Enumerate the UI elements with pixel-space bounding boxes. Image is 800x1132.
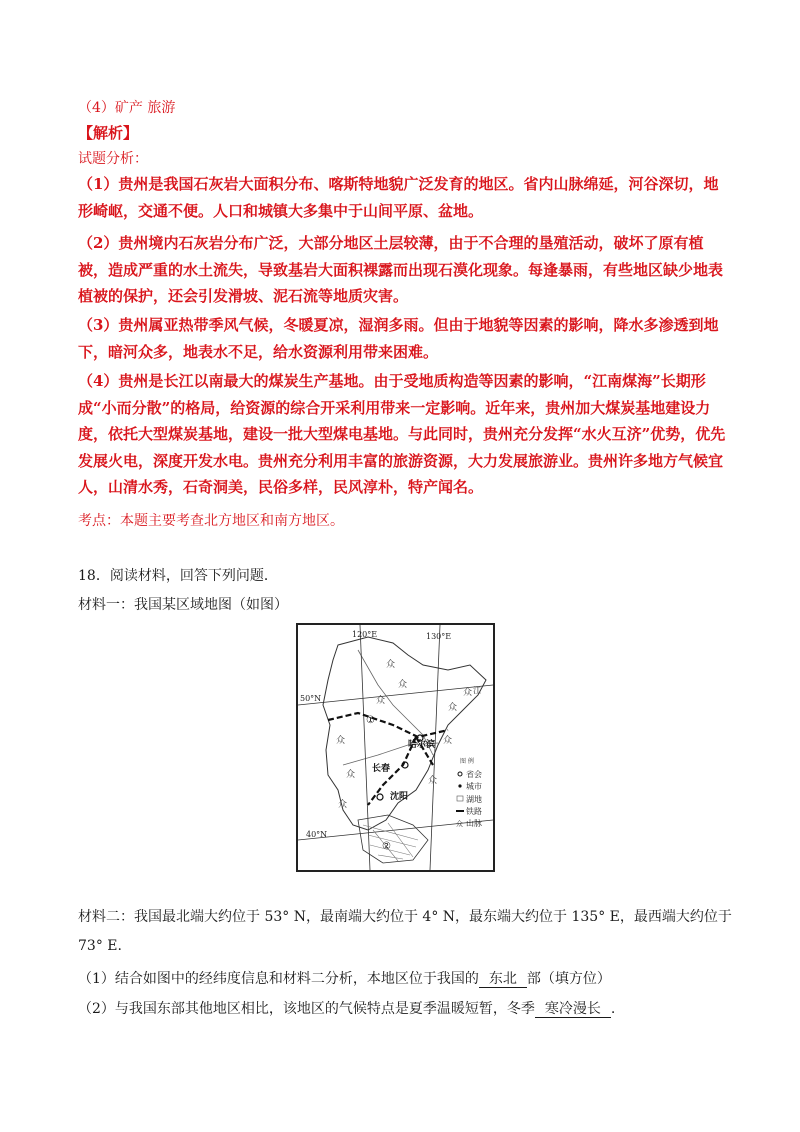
mountain-symbol: 众 xyxy=(443,736,453,746)
subquestion-2-suffix: . xyxy=(610,1001,616,1017)
legend-mountain-icon: 众 xyxy=(456,820,463,828)
legend-title: 图 例 xyxy=(460,758,474,765)
mountain-symbol: 众 xyxy=(398,680,408,690)
latitude-line-40 xyxy=(298,820,493,840)
longitude-label-130: 130°E xyxy=(426,632,452,641)
analysis-paragraph-1: （1）贵州是我国石灰岩大面积分布、喀斯特地貌广泛发育的地区。省内山脉绵延，河谷深切，地形崎岖，交通不便。人口和城镇大多集中于山间平原、盆地。 xyxy=(78,175,719,220)
legend-railway: 铁路 xyxy=(466,807,482,816)
mountain-symbol: 众 xyxy=(428,776,438,786)
latitude-label-40: 40°N xyxy=(306,830,328,839)
railway-line xyxy=(328,713,448,805)
subquestion-1 xyxy=(78,968,611,988)
analysis-subheading: 试题分析： xyxy=(78,151,148,167)
mountain-symbol: 众 xyxy=(338,800,348,810)
mountain-symbol: 众 xyxy=(448,703,458,713)
area-marker-2: ② xyxy=(382,841,391,852)
legend-city-icon xyxy=(458,784,461,787)
analysis-paragraph-3: （3）贵州属亚热带季风气候，冬暖夏凉，湿润多雨。但由于地貌等因素的影响，降水多渗透到地下，暗河众多，地表水不足，给水资源利用带来困难。 xyxy=(78,316,719,361)
question-stem: 18．阅读材料，回答下列问题． xyxy=(78,568,278,584)
legend-capital: 省会 xyxy=(466,770,482,779)
mountain-symbol: 众 xyxy=(386,660,396,670)
mountain-symbol: 众 xyxy=(336,736,346,746)
legend-mountain: 山脉 xyxy=(466,819,482,828)
material-1-label: 材料一：我国某区域地图（如图） xyxy=(78,597,288,613)
area-marker-1: ① xyxy=(366,715,375,726)
legend-capital-icon xyxy=(458,772,462,776)
subquestion-2-prefix: （2）与我国东部其他地区相比，该地区的气候特点是夏季温暖短暂，冬季 xyxy=(78,1001,535,1017)
analysis-paragraph-2: （2）贵州境内石灰岩分布广泛，大部分地区土层较薄，由于不合理的垦殖活动，破坏了原有植被，造成严重的水土流失，导致基岩大面积裸露而出现石漠化现象。每逢暴雨，有些地区缺少地表植被的保护，还会引发滑坡、泥石流等地质灾害。 xyxy=(78,234,724,305)
city-label-shenyang: 沈阳 xyxy=(390,792,409,802)
capital-marker-shenyang xyxy=(377,794,383,800)
mountain-symbol: 众 xyxy=(463,688,473,698)
longitude-label-120: 120°E xyxy=(352,630,378,639)
latitude-label-50: 50°N xyxy=(300,694,322,703)
subquestion-2 xyxy=(78,998,615,1018)
city-label-harbin: 哈尔滨 xyxy=(408,740,436,750)
material-2-line-1: 材料二：我国最北端大约位于 53° N，最南端大约位于 4° N，最东端大约位于 135° E，最西端大约位于 xyxy=(78,909,732,925)
answer-4-line: （4）矿产 旅游 xyxy=(78,100,176,116)
analysis-paragraph-4: （4）贵州是长江以南最大的煤炭生产基地。由于受地质构造等因素的影响，“江南煤海”长期形成“小而分散”的格局，给资源的综合开采利用带来一定影响。近年来，贵州加大煤炭基地建设力度，依托大型煤炭基地，建设一批大型煤电基地。与此同时，贵州充分发挥“水火互济”优势，优先发展火电，深度开发水电。贵州充分利用丰富的旅游资源，大力发展旅游业。贵州许多地方气候宜人，山清水秀，石奇洞美，民俗多样，民风淳朴，特产闻名。 xyxy=(78,372,726,496)
subquestion-1-prefix: （1）结合如图中的经纬度信息和材料二分析，本地区位于我国的 xyxy=(78,971,479,987)
subquestion-1-suffix: 部（填方位） xyxy=(526,971,611,987)
analysis-heading: 【解析】 xyxy=(78,124,139,142)
material-2-line-2: 73° E. xyxy=(78,938,122,954)
subquestion-2-answer: 寒冷漫长 xyxy=(535,1001,611,1018)
kaodian-line: 考点：本题主要考查北方地区和南方地区。 xyxy=(78,513,344,529)
subquestion-1-answer: 东北 xyxy=(479,971,527,988)
region-map-figure xyxy=(296,623,495,872)
mountain-symbol: 众 xyxy=(376,696,386,706)
city-label-changchun: 长春 xyxy=(372,764,391,774)
river-label: 江 xyxy=(473,686,481,695)
legend-wetland: 湖地 xyxy=(466,795,482,804)
region-map-svg xyxy=(298,625,493,870)
legend-wetland-icon xyxy=(457,796,463,801)
legend-city: 城市 xyxy=(466,782,482,791)
mountain-symbol: 众 xyxy=(346,770,356,780)
